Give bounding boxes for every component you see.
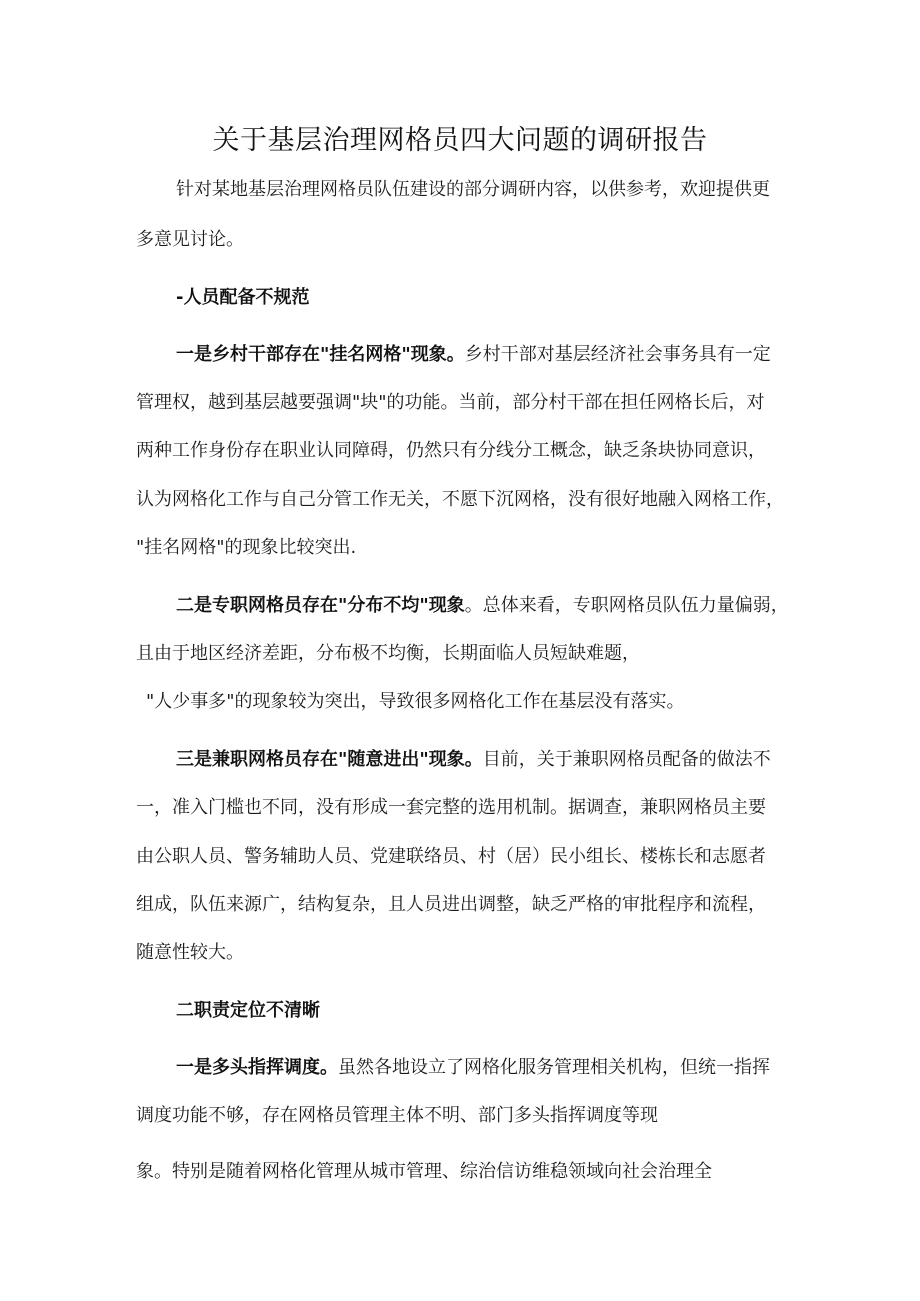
paragraph-first-line <box>176 343 771 367</box>
paragraph-first-line <box>176 594 789 618</box>
paragraph-lead-bold: 一是多头指挥调度。 <box>176 1057 338 1078</box>
paragraph-lead-bold: 三是兼职网格员存在"随意进出"现象。 <box>176 749 483 770</box>
paragraph-line: 且由于地区经济差距，分布极不均衡，长期面临人员短缺难题， <box>136 643 640 664</box>
paragraph-line: 一，准入门槛也不同，没有形成一套完整的选用机制。据调查，兼职网格员主要 <box>136 797 766 818</box>
paragraph-first-line <box>176 1056 770 1080</box>
paragraph-line: 组成，队伍来源广，结构复杂，且人员进出调整，缺乏严格的审批程序和流程， <box>136 894 766 915</box>
paragraph-line: 由公职人员、警务辅助人员、党建联络员、村（居）民小组长、楼栋长和志愿者 <box>136 846 766 867</box>
paragraph-text: 乡村干部对基层经济社会事务具有一定 <box>464 344 771 365</box>
intro-line-1: 针对某地基层治理网格员队伍建设的部分调研内容，以供参考，欢迎提供更 <box>176 179 770 200</box>
paragraph-line: 认为网格化工作与自己分管工作无关，不愿下沉网格，没有很好地融入网格工作， <box>136 489 784 510</box>
paragraph-text: 目前，关于兼职网格员配备的做法不 <box>482 749 771 770</box>
document-title: 关于基层治理网格员四大问题的调研报告 <box>212 125 708 156</box>
paragraph-line: 随意性较大。 <box>136 942 244 963</box>
section-heading-staffing: -人员配备不规范 <box>176 287 310 308</box>
intro-line-2: 多意见讨论。 <box>136 229 244 250</box>
section-heading-responsibility: 二职责定位不清晰 <box>176 1000 320 1021</box>
paragraph-lead-bold: 二是专职网格员存在"分布不均"现象 <box>176 595 465 616</box>
paragraph-line: 两种工作身份存在职业认同障碍，仍然只有分线分工概念，缺乏条块协同意识， <box>136 440 766 461</box>
paragraph-lead-bold: 一是乡村干部存在"挂名网格"现象。 <box>176 344 465 365</box>
paragraph-line: 管理权，越到基层越要强调"块"的功能。当前，部分村干部在担任网格长后，对 <box>136 392 765 413</box>
paragraph-line: "挂名网格"的现象比较突出. <box>136 537 357 558</box>
paragraph-first-line <box>176 748 771 772</box>
paragraph-line: "人少事多"的现象较为突出，导致很多网格化工作在基层没有落实。 <box>146 691 685 712</box>
paragraph-line: 调度功能不够，存在网格员管理主体不明、部门多头指挥调度等现 <box>136 1105 658 1126</box>
paragraph-line: 象。特别是随着网格化管理从城市管理、综治信访维稳领域向社会治理全 <box>136 1161 712 1182</box>
paragraph-text: 。总体来看，专职网格员队伍力量偏弱， <box>464 595 789 616</box>
paragraph-text: 虽然各地设立了网格化服务管理相关机构，但统一指挥 <box>338 1057 770 1078</box>
